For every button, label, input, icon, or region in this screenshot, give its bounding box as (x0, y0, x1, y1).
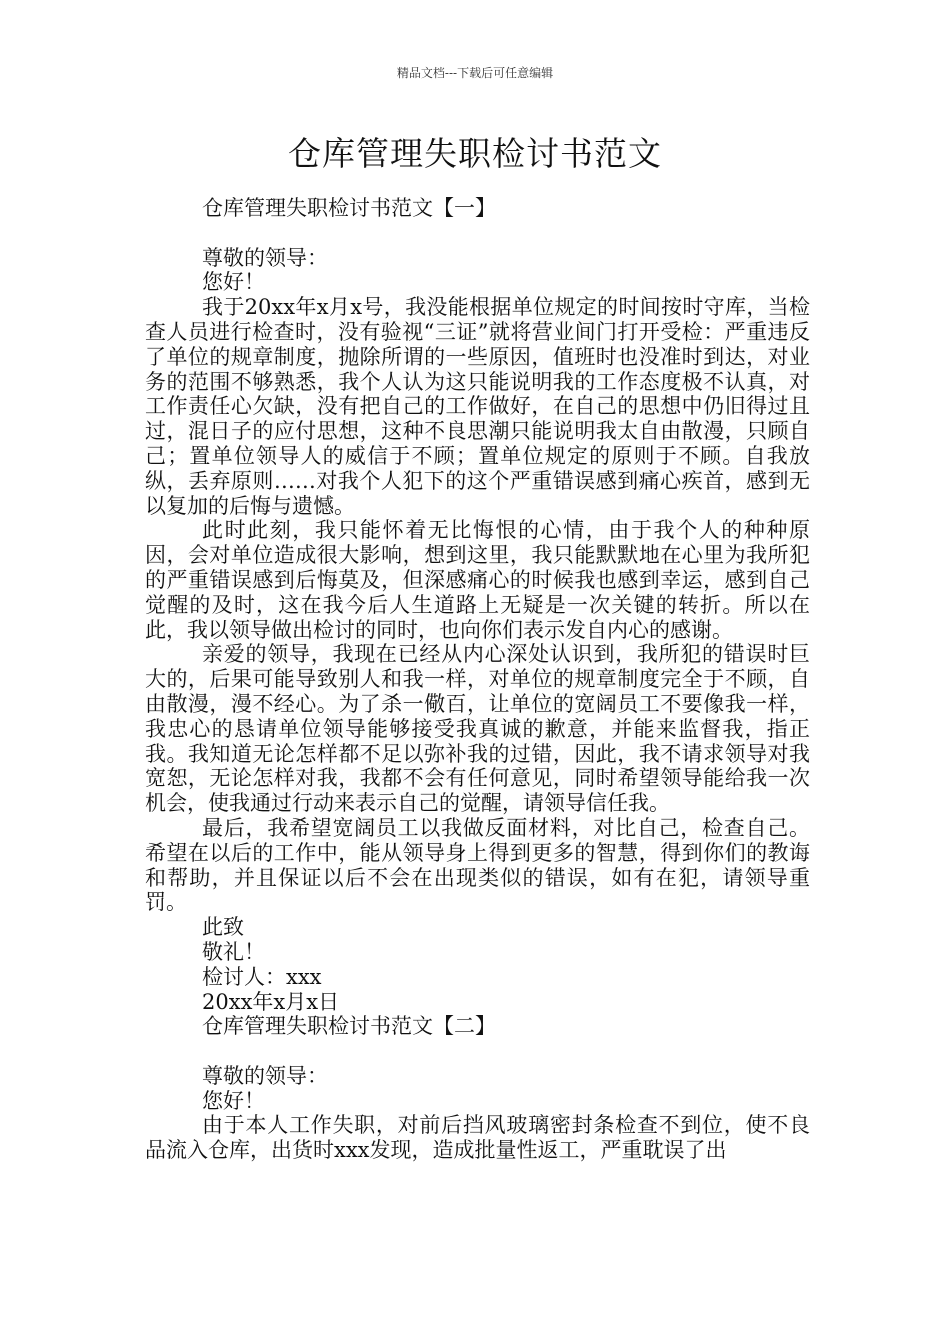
section-heading: 仓库管理失职检讨书范文【二】 (202, 1014, 496, 1039)
body-paragraph: 由于本人工作失职，对前后挡风玻璃密封条检查不到位，使不良品流入仓库，出货时xxx发现，造成批量性返工，严重耽误了出 (145, 1113, 810, 1163)
greeting: 您好！ (202, 270, 265, 295)
body-paragraph: 我于20xx年x月x号，我没能根据单位规定的时间按时守库，当检查人员进行检查时，没有验视“三证”就将营业间门打开受检：严重违反了单位的规章制度，抛除所谓的一些原因，值班时也没准时到达，对业务的范围不够熟悉，我个人认为这只能说明我的工作态度极不认真，对工作责任心欠缺，没有把自己的工作做好，在自己的思想中仍旧得过且过，混日子的应付思想，这种不良思潮只能说明我太自由散漫，只顾自己；置单位领导人的威信于不顾；置单位规定的原则于不顾。自我放纵，丢弃原则……对我个人犯下的这个严重错误感到痛心疾首，感到无以复加的后悔与遗憾。 (145, 295, 810, 518)
salutation: 尊敬的领导： (202, 245, 328, 270)
body-paragraph: 最后，我希望宽阔员工以我做反面材料，对比自己，检查自己。希望在以后的工作中，能从领导身上得到更多的智慧，得到你们的教诲和帮助，并且保证以后不会在出现类似的错误，如有在犯，请领导重罚。 (145, 815, 810, 915)
document-title: 仓库管理失职检讨书范文 (288, 134, 662, 173)
blank-line (145, 221, 810, 246)
blank-line (145, 1039, 810, 1064)
body-paragraph: 此时此刻，我只能怀着无比悔恨的心情，由于我个人的种种原因，会对单位造成很大影响，想到这里，我只能默默地在心里为我所犯的严重错误感到后悔莫及，但深感痛心的时候我也感到幸运，感到自己觉醒的及时，这在我今后人生道路上无疑是一次关键的转折。所以在此，我以领导做出检讨的同时，也向你们表示发自内心的感谢。 (145, 518, 810, 642)
page-header: 精品文档---下载后可任意编辑 (396, 66, 554, 80)
signer: 检讨人：xxx (202, 964, 322, 989)
body-paragraph: 亲爱的领导，我现在已经从内心深处认识到，我所犯的错误时巨大的，后果可能导致别人和我一样，对单位的规章制度完全于不顾，自由散漫，漫不经心。为了杀一儆百，让单位的宽阔员工不要像我一样，我忠心的恳请单位领导能够接受我真诚的歉意，并能来监督我，指正我。我知道无论怎样都不足以弥补我的过错，因此，我不请求领导对我宽恕，无论怎样对我，我都不会有任何意见，同时希望领导能给我一次机会，使我通过行动来表示自己的觉醒，请领导信任我。 (145, 642, 810, 816)
document-body (145, 196, 810, 1163)
closing-line: 此致 (202, 915, 244, 940)
salutation: 尊敬的领导： (202, 1063, 328, 1088)
date: 20xx年x月x日 (202, 989, 340, 1014)
section-heading: 仓库管理失职检讨书范文【一】 (202, 196, 496, 220)
closing-line: 敬礼！ (202, 939, 265, 964)
greeting: 您好！ (202, 1088, 265, 1113)
